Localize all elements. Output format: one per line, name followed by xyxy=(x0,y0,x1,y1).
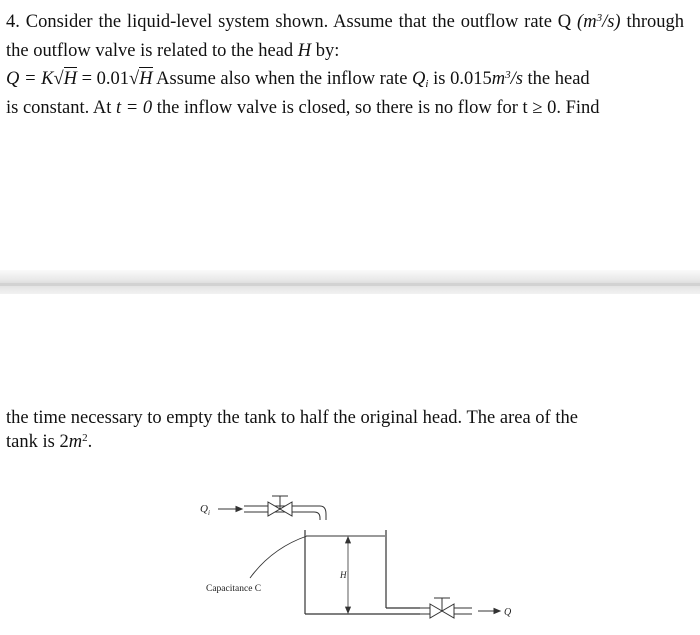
t-equals-zero: t = 0 xyxy=(115,97,153,118)
inflow-value: $0.015m^3/s$ xyxy=(450,69,523,89)
constant-text: is constant. xyxy=(6,97,90,118)
tank-area-text: tank is $2m^2$. xyxy=(6,432,93,452)
inflow-valve xyxy=(268,496,292,516)
assume-text: Assume also when the inflow rate xyxy=(156,69,408,89)
outflow-label: Q xyxy=(504,607,512,618)
at-text: At xyxy=(92,97,112,118)
find-text: Find xyxy=(565,97,600,118)
is-text: is xyxy=(433,69,446,89)
problem-continuation xyxy=(6,406,684,454)
head-label: H xyxy=(340,570,347,580)
liquid-level-diagram xyxy=(190,480,540,630)
inflow-arrow xyxy=(218,507,242,512)
capacitance-leader xyxy=(250,536,307,578)
equation: Q = K√H = 0.01√H xyxy=(6,69,153,89)
page-break-band xyxy=(0,270,700,294)
by-text: by: xyxy=(315,40,340,61)
tank xyxy=(305,530,420,614)
inflow-symbol: $Q_i$ xyxy=(412,69,429,90)
problem-number: 4. xyxy=(6,12,20,32)
svg-text:Q: Q xyxy=(200,503,208,515)
continuation-text: the time necessary to empty the tank to half the original head. The area of the xyxy=(6,408,578,428)
units-text: $(m^3/s)$ xyxy=(577,12,621,32)
problem-statement xyxy=(6,8,684,122)
head-symbol: H xyxy=(297,40,312,61)
outflow-arrow xyxy=(478,609,500,614)
page-break-line xyxy=(0,283,700,286)
inflow-label xyxy=(200,503,210,517)
closed-text: the inflow valve is closed, so there is no flow for t ≥ 0. xyxy=(156,97,561,118)
head-const-text: the head xyxy=(527,69,590,89)
svg-text:i: i xyxy=(208,509,210,517)
capacitance-label: Capacitance C xyxy=(206,584,262,594)
through-text: through the outflow valve is related to the head xyxy=(6,12,685,61)
outflow-valve xyxy=(430,598,454,618)
problem-intro: Consider the liquid-level system shown. Assume that the outflow rate Q xyxy=(25,12,572,32)
